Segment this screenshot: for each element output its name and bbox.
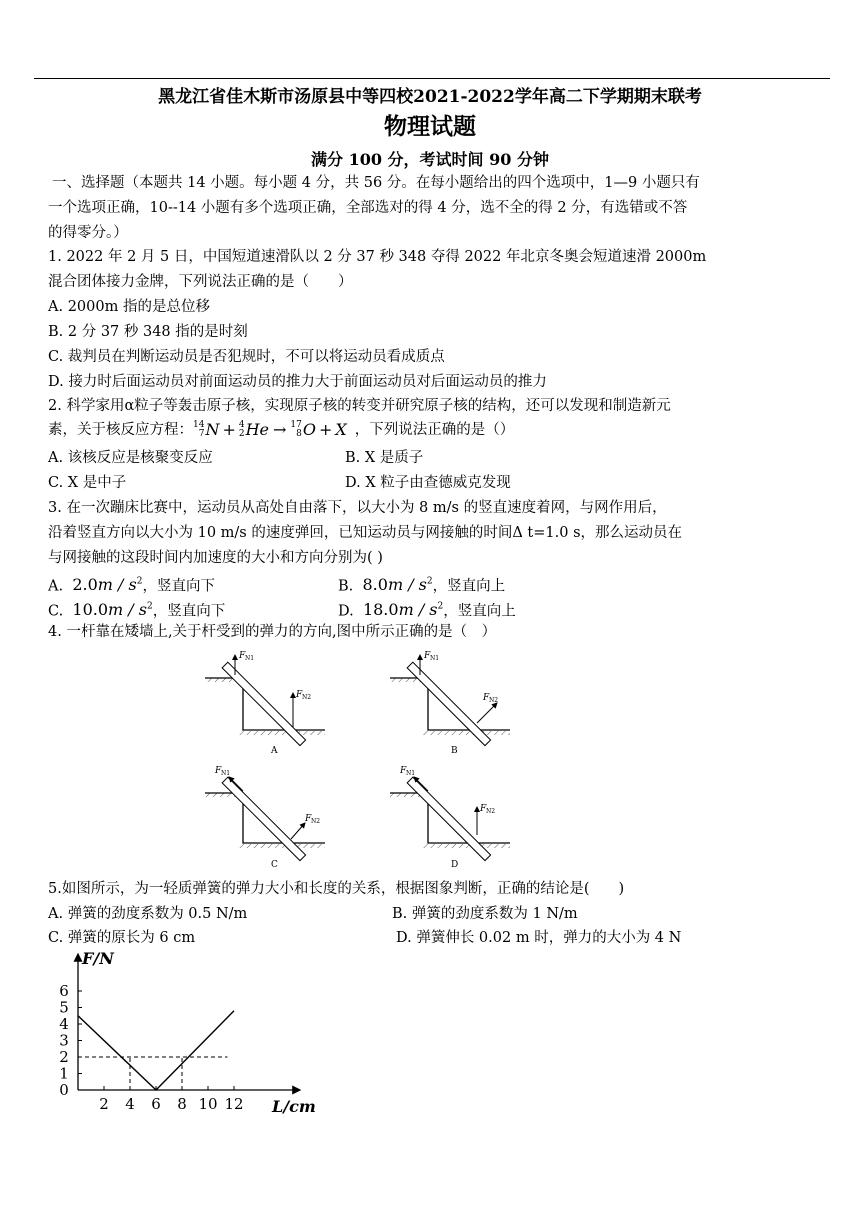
he-symbol: He: [245, 420, 270, 439]
x-axis-label: L/cm: [272, 1097, 316, 1116]
svg-text:F: F: [483, 693, 490, 703]
he-atomic-number: 2: [238, 429, 245, 439]
fig-d-label: D: [451, 860, 459, 870]
q3-stem-line-1: 3. 在一次蹦床比赛中，运动员从高处自由落下，以大小为 8 m/s 的竖直速度着网，与网作用后，: [48, 500, 667, 516]
figure-d: [390, 766, 510, 870]
q2-stem-line-2: [48, 420, 514, 440]
figure-c: [205, 766, 325, 870]
svg-text:F: F: [296, 690, 303, 700]
svg-text:N2: N2: [302, 694, 312, 701]
q2-stem-prefix: 素，关于核反应方程：: [48, 422, 193, 438]
x-tick-label: 8: [177, 1095, 187, 1113]
o-atomic-number: 8: [296, 429, 302, 439]
svg-text:N2: N2: [489, 697, 499, 704]
q2-option-c: C. X 是中子: [48, 475, 127, 491]
q5-option-b: B. 弹簧的劲度系数为 1 N/m: [392, 906, 578, 922]
arrow-icon: →: [273, 420, 287, 439]
q1-option-b: B. 2 分 37 秒 348 指的是时刻: [48, 324, 248, 340]
top-rule: [34, 78, 830, 79]
q2-stem-suffix: ，下列说法正确的是（）: [354, 422, 515, 438]
q3-stem-line-2: 沿着竖直方向以大小为 10 m/s 的速度弹回，已知运动员与网接触的时间Δ t=1.0 s，那么运动员在: [48, 525, 683, 541]
series-line: [78, 1011, 234, 1090]
figure-a: [205, 651, 325, 756]
exam-title: 黑龙江省佳木斯市汤原县中等四校2021-2022学年高二下学期期末联考: [158, 87, 702, 107]
svg-text:F: F: [424, 651, 431, 661]
y-tick-label: 2: [59, 1048, 69, 1066]
q3-option-d: D. $18.0m / s^2$，竖直向上: [338, 600, 516, 620]
o-symbol: O: [302, 420, 316, 439]
svg-text:F: F: [400, 766, 407, 776]
x-symbol: X: [335, 420, 347, 439]
y-tick-label: 5: [59, 998, 69, 1017]
svg-text:N2: N2: [486, 808, 496, 815]
subject-title: 物理试题: [384, 113, 476, 140]
q1-option-d: D. 接力时后面运动员对前面运动员的推力大于前面运动员对后面运动员的推力: [48, 374, 547, 390]
q2-option-d: D. X 粒子由查德威克发现: [345, 475, 511, 491]
q2-option-b: B. X 是质子: [345, 450, 424, 466]
section-intro-line-2: 一个选项正确，10--14 小题有多个选项正确，全部选对的得 4 分，选不全的得 2 分，有选错或不答: [48, 200, 688, 216]
fig-a-fn1-label: F: [239, 651, 246, 661]
q5-option-a: A. 弹簧的劲度系数为 0.5 N/m: [48, 906, 248, 922]
svg-text:F: F: [215, 766, 222, 776]
he-mass-number: 4: [238, 420, 245, 430]
fig-a-label: A: [271, 746, 278, 756]
x-tick-label: 6: [151, 1095, 161, 1113]
svg-text:F: F: [480, 804, 487, 814]
q1-stem-line-2: 混合团体接力金牌，下列说法正确的是（ ）: [48, 274, 353, 290]
fig-b-label: B: [451, 746, 458, 756]
q3-stem-line-3: 与网接触的这段时间内加速度的大小和方向分别为( ): [48, 550, 383, 566]
nuclear-equation: 14 7 N + 4 2 He → 17 8 O + X: [193, 420, 347, 439]
svg-text:N1: N1: [221, 770, 231, 777]
spring-force-chart: [40, 948, 330, 1118]
x-tick-label: 12: [224, 1095, 244, 1113]
section-intro-line-1: 一、选择题（本题共 14 小题。每小题 4 分，共 56 分。在每小题给出的四个选项中，1—9 小题只有: [52, 175, 700, 191]
fig-c-label: C: [271, 860, 278, 870]
svg-text:N1: N1: [245, 655, 255, 662]
q3-option-c: C. $10.0m / s^2$，竖直向下: [48, 600, 226, 620]
svg-text:N1: N1: [406, 770, 416, 777]
svg-text:F: F: [305, 814, 312, 824]
q3-option-a: A. $2.0m / s^2$，竖直向下: [48, 575, 215, 595]
y-tick-label: 3: [59, 1031, 69, 1050]
y-tick-label: 1: [59, 1064, 69, 1083]
q2-option-a: A. 该核反应是核聚变反应: [48, 450, 213, 466]
q3-option-b: B. $8.0m / s^2$，竖直向上: [338, 575, 506, 595]
q2-stem-line-1: 2. 科学家用α粒子等轰击原子核，实现原子核的转变并研究原子核的结构，还可以发现和制造新元: [48, 398, 671, 414]
q4-stem: 4. 一杆靠在矮墙上,关于杆受到的弹力的方向,图中所示正确的是（ ）: [48, 624, 497, 640]
q4-figures: [195, 645, 545, 875]
y-axis-label: F/N: [82, 949, 114, 968]
y-tick-label: 6: [59, 982, 69, 1000]
y-tick-label: 0: [59, 1081, 69, 1099]
n-atomic-number: 7: [198, 429, 205, 439]
q1-option-a: A. 2000m 指的是总位移: [48, 299, 210, 315]
y-tick-label: 4: [59, 1015, 69, 1033]
x-tick-label: 10: [198, 1095, 218, 1113]
q1-stem-line-1: 1. 2022 年 2 月 5 日，中国短道速滑队以 2 分 37 秒 348 夺得 2022 年北京冬奥会短道速滑 2000m: [48, 249, 707, 265]
q1-option-c: C. 裁判员在判断运动员是否犯规时，不可以将运动员看成质点: [48, 349, 445, 365]
score-time: 满分 100 分，考试时间 90 分钟: [311, 150, 549, 169]
n-mass-number: 14: [193, 420, 205, 430]
figure-b: [390, 651, 510, 756]
n-symbol: N: [205, 420, 220, 439]
x-tick-label: 4: [125, 1095, 135, 1113]
section-intro-line-3: 的得零分。）: [48, 225, 128, 241]
q5-stem: 5.如图所示，为一轻质弹簧的弹力大小和长度的关系，根据图象判断，正确的结论是( ): [48, 881, 625, 897]
x-tick-label: 2: [99, 1095, 109, 1113]
o-mass-number: 17: [290, 420, 302, 430]
q5-option-c: C. 弹簧的原长为 6 cm: [48, 930, 196, 946]
q5-option-d: D. 弹簧伸长 0.02 m 时，弹力的大小为 4 N: [396, 930, 682, 946]
svg-text:N2: N2: [311, 818, 321, 825]
svg-text:N1: N1: [430, 655, 440, 662]
